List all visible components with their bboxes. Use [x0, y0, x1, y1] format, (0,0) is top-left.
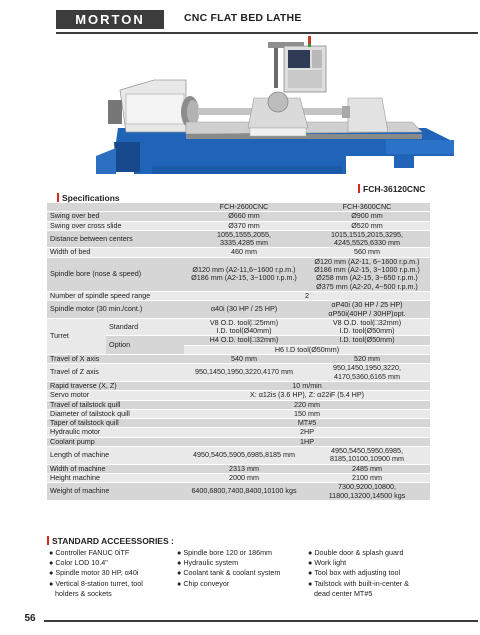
row-label: Travel of X axis — [47, 355, 184, 364]
row-label: Width of bed — [47, 248, 184, 257]
specifications-title — [57, 193, 120, 203]
page-number: 56 — [17, 611, 43, 626]
list-item: ● Tool box with adjusting tool — [308, 568, 401, 578]
list-item: ● Hydraulic system — [177, 558, 239, 568]
value-line: 1055,1555,2055, — [217, 229, 271, 239]
row-value: 6400,6800,7400,8400,10100 kgs — [184, 483, 304, 501]
row-value — [184, 318, 304, 336]
value-line: Ø186 mm (A2-15, 3~1000 r.p.m.) — [314, 265, 420, 275]
table-row — [47, 419, 430, 428]
row-value: 540 mm — [184, 355, 304, 364]
row-label: Diameter of tailstock quill — [47, 409, 184, 418]
page-title: CNC FLAT BED LATHE — [184, 12, 302, 24]
list-item: ● Spindle bore 120 or 186mm — [177, 548, 273, 557]
value-line: αP50i(40HP / 30HP)opt. — [328, 308, 406, 318]
list-item: ● Coolant tank & coolant system — [177, 568, 281, 578]
accent-bar — [358, 184, 360, 193]
row-label: Length of machine — [47, 447, 184, 465]
value-line: Ø186 mm (A2-15, 3~1000 r.p.m.) — [191, 273, 297, 283]
row-value: 560 mm — [304, 248, 430, 257]
table-row — [47, 447, 430, 465]
row-value: 1HP — [184, 437, 430, 446]
accent-bar — [47, 536, 49, 545]
col-header-fch3600: FCH-3600CNC — [304, 203, 430, 212]
value-line: 3335,4285 mm — [220, 238, 268, 248]
value-line: Ø375 mm (A2-20, 4~500 r.p.m.) — [316, 281, 418, 291]
row-label: Turret — [47, 318, 106, 354]
row-value: 460 mm — [184, 248, 304, 257]
row-label: Swing over bed — [47, 212, 184, 221]
row-value: H6 I.D tool(Ø50mm) — [184, 345, 430, 354]
row-value: 10 m/min — [184, 381, 430, 390]
list-item: dead center MT#5 — [308, 588, 373, 598]
value-line: αP40i (30 HP / 25 HP) — [331, 300, 403, 310]
row-value: 2000 mm — [184, 473, 304, 482]
value-line: V8 O.D. tool(□25mm) — [209, 317, 279, 327]
row-label: Travel of Z axis — [47, 364, 184, 382]
row-value: 2100 mm — [304, 473, 430, 482]
row-label: Hydraulic motor — [47, 428, 184, 437]
table-row — [47, 391, 430, 400]
row-value: MT#5 — [184, 419, 430, 428]
row-value: 2HP — [184, 428, 430, 437]
row-label: Spindle bore (nose & speed) — [47, 257, 184, 291]
lathe-machine-image — [56, 36, 478, 184]
table-row — [47, 464, 430, 473]
table-row — [47, 230, 430, 248]
row-label: Height machine — [47, 473, 184, 482]
row-value: 220 mm — [184, 400, 430, 409]
list-item: ● Chip conveyor — [177, 578, 230, 588]
row-value: Ø370 mm — [184, 221, 304, 230]
row-label: Travel of tailstock quill — [47, 400, 184, 409]
accessories-column-3 — [308, 548, 409, 599]
value-line: 4170,5360,6165 mm — [334, 371, 400, 381]
table-row — [47, 364, 430, 382]
row-label: Number of spindle speed range — [47, 291, 184, 300]
table-row — [47, 428, 430, 437]
table-row — [47, 301, 430, 319]
list-item: holders & sockets — [49, 588, 112, 598]
morton-logo — [56, 10, 164, 29]
table-row — [47, 318, 430, 336]
page-header — [0, 0, 480, 30]
list-item: ● Double door & splash guard — [308, 548, 404, 557]
row-sublabel: Option — [106, 336, 184, 355]
row-value — [304, 301, 430, 319]
row-label: Weight of machine — [47, 483, 184, 501]
col-header-fch2600: FCH-2600CNC — [184, 203, 304, 212]
row-value: 950,1450,1950,3220,4170 mm — [184, 364, 304, 382]
list-item: ● Tailstock with built-in-center & — [308, 578, 409, 588]
list-item: ● Vertical 8-station turret, tool — [49, 578, 143, 588]
value-line: 4245,5525,6330 mm — [334, 238, 400, 248]
row-value: 4950,5405,5905,6985,8185 mm — [184, 447, 304, 465]
header-rule — [56, 32, 478, 34]
row-value — [304, 483, 430, 501]
model-tag-text: FCH-36120CNC — [363, 184, 426, 194]
value-line: Ø258 mm (A2-15, 3~650 r.p.m.) — [316, 273, 418, 283]
row-label: Swing over cross slide — [47, 221, 184, 230]
value-line: 8185,10100,10900 mm — [330, 454, 404, 464]
table-row — [47, 400, 430, 409]
row-value — [304, 364, 430, 382]
value-line: I.D. tool(Ø40mm) — [216, 326, 272, 336]
row-value: 2485 mm — [304, 464, 430, 473]
value-line: 7300,9200,10800, — [338, 482, 396, 492]
row-value — [184, 230, 304, 248]
row-label: Distance between centers — [47, 230, 184, 248]
value-line: 4950,5450,5950,6985, — [331, 446, 403, 456]
table-row — [47, 212, 430, 221]
row-value: X: α12is (3.6 HP), Z: α22iF (5.4 HP) — [184, 391, 430, 400]
table-row — [47, 248, 430, 257]
logo-text: MORTON — [75, 12, 145, 27]
row-value: 2313 mm — [184, 464, 304, 473]
row-value — [184, 257, 304, 291]
value-line: V8 O.D. tool(□32mm) — [332, 317, 402, 327]
row-value — [304, 447, 430, 465]
accessories-title — [47, 536, 174, 546]
row-value: Ø660 mm — [184, 212, 304, 221]
row-label: Spindle motor (30 min./cont.) — [47, 301, 184, 319]
row-value — [304, 257, 430, 291]
table-row — [47, 381, 430, 390]
row-label: Width of machine — [47, 464, 184, 473]
row-value: H4 O.D. tool(□32mm) — [184, 336, 304, 345]
value-line: 11800,13200,14500 kgs — [328, 490, 406, 500]
list-item: ● Spindle motor 30 HP, α40i — [49, 568, 139, 578]
accessories-column-2 — [177, 548, 280, 589]
row-label: Rapid traverse (X, Z) — [47, 381, 184, 390]
accessories-column-1 — [49, 548, 143, 599]
row-value: α40i (30 HP / 25 HP) — [184, 301, 304, 319]
specifications-table — [47, 203, 430, 501]
list-item: ● Controller FANUC 0iTF — [49, 548, 130, 557]
value-line: 950,1450,1950,3220, — [333, 363, 401, 373]
accessories-label: STANDARD ACCEESSORIES : — [52, 536, 174, 546]
row-value: Ø900 mm — [304, 212, 430, 221]
row-value: 520 mm — [304, 355, 430, 364]
table-row — [47, 257, 430, 291]
row-label: Coolant pump — [47, 437, 184, 446]
row-value: 150 mm — [184, 409, 430, 418]
value-line: Ø120 mm (A2-11,6~1600 r.p.m.) — [192, 265, 296, 275]
specifications-label: Specifications — [62, 193, 120, 203]
value-line: Ø120 mm (A2-11, 6~1600 r.p.m.) — [314, 256, 420, 266]
model-tag — [358, 184, 425, 194]
row-label: Taper of tailstock quill — [47, 419, 184, 428]
row-value: I.D. tool(Ø50mm) — [304, 336, 430, 345]
list-item: ● Work light — [308, 558, 347, 568]
list-item: ● Color LOD 10.4" — [49, 558, 108, 568]
row-value: Ø520 mm — [304, 221, 430, 230]
value-line: I.D. tool(Ø50mm) — [339, 326, 395, 336]
table-row — [47, 221, 430, 230]
row-value: 2 — [184, 291, 430, 300]
footer-rule — [44, 620, 478, 622]
row-label: Servo motor — [47, 391, 184, 400]
accent-bar — [57, 193, 59, 202]
table-row — [47, 483, 430, 501]
value-line: 1015,1515,2015,3295, — [331, 229, 403, 239]
row-sublabel: Standard — [106, 318, 184, 336]
row-value — [304, 230, 430, 248]
row-value — [304, 318, 430, 336]
